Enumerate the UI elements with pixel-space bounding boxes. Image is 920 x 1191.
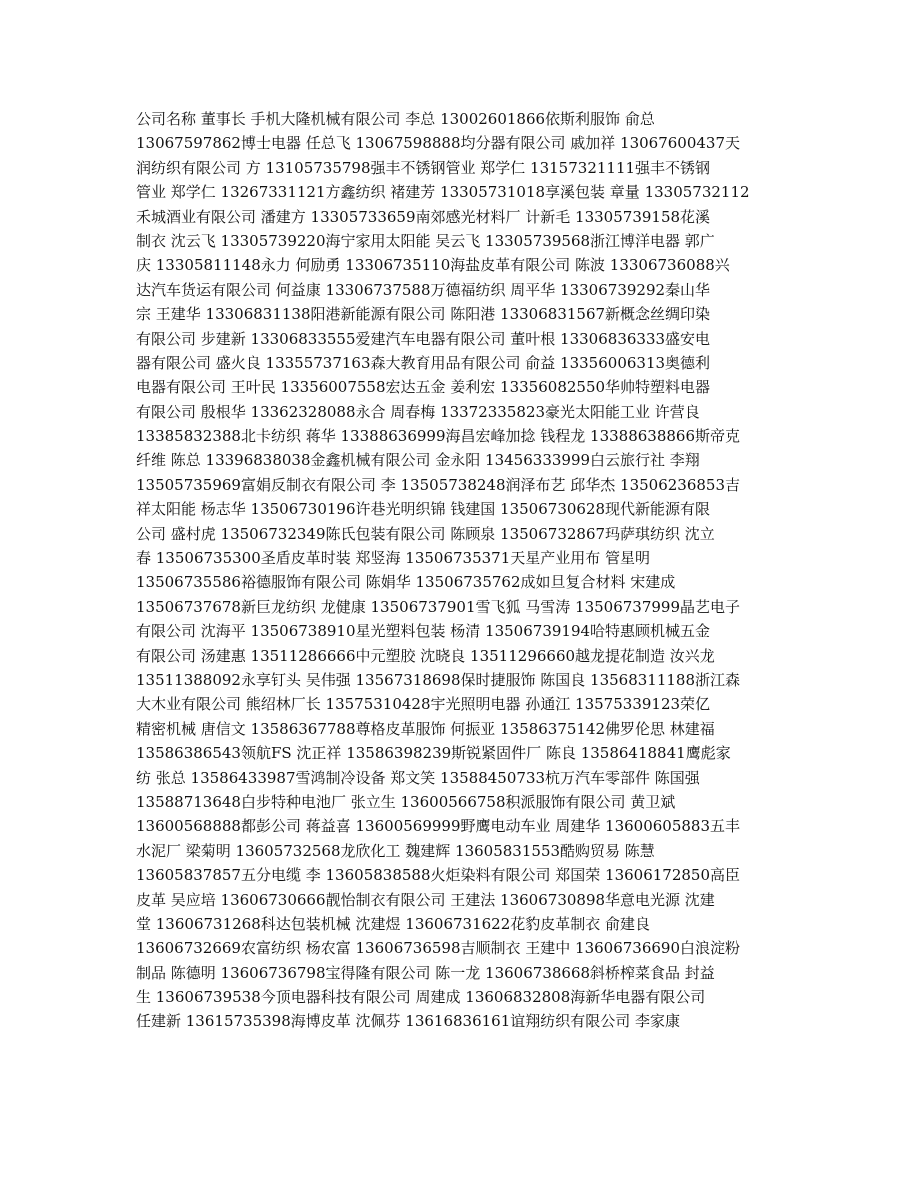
text-line-27: 13586386543领航FS 沈正祥 13586398239斯锐紧固件厂 陈良 13586418841鹰彪家 (136, 744, 731, 763)
text-line-28: 纺 张总 13586433987雪鸿制冷设备 郑文笑 13588450733杭万汽车零部件 陈国强 (136, 768, 700, 787)
text-line-29: 13588713648白步特种电池厂 张立生 13600566758积派服饰有限公司 黄卫斌 (136, 792, 676, 811)
text-line-9: 宗 王建华 13306831138阳港新能源有限公司 陈阳港 13306831567新概念丝绸印染 (136, 305, 711, 324)
text-line-34: 堂 13606731268科达包装机械 沈建煜 13606731622花豹皮革制衣 俞建良 (136, 914, 651, 933)
text-line-10: 有限公司 步建新 13306833555爱建汽车电器有限公司 董叶根 13306836333盛安电 (136, 329, 711, 348)
text-line-20: 13506735586裕德服饰有限公司 陈娟华 13506735762成如旦复合材料 宋建成 (136, 573, 676, 592)
text-line-19: 春 13506735300圣盾皮革时装 郑竖海 13506735371天星产业用布 管星明 (136, 549, 651, 568)
text-line-25: 大木业有限公司 熊绍林厂长 13575310428宇光照明电器 孙通江 13575339123荣亿 (136, 695, 711, 714)
text-line-6: 制衣 沈云飞 13305739220海宁家用太阳能 吴云飞 13305739568浙江博洋电器 郭广 (136, 231, 715, 250)
text-line-4: 管业 郑学仁 13267331121方鑫纺织 褚建芳 13305731018享溪包装 章量 13305732112 (136, 183, 750, 202)
text-line-13: 有限公司 殷根华 13362328088永合 周春梅 13372335823豪光太阳能工业 许营良 (136, 402, 700, 421)
text-line-26: 精密机械 唐信文 13586367788尊格皮革服饰 何振亚 13586375142佛罗伦思 林建福 (136, 719, 715, 738)
text-line-23: 有限公司 汤建惠 13511286666中元塑胶 沈晓良 13511296660越龙提花制造 汝兴龙 (136, 646, 715, 665)
text-line-2: 13067597862博士电器 任总飞 13067598888均分器有限公司 戚加祥 13067600437天 (136, 134, 741, 153)
text-line-21: 13506737678新巨龙纺织 龙健康 13506737901雪飞狐 马雪涛 13506737999晶艺电子 (136, 597, 741, 616)
text-line-38: 任建新 13615735398海博皮革 沈佩芬 13616836161谊翔纺织有限公司 李家康 (136, 1012, 681, 1031)
text-line-35: 13606732669农富纺织 杨农富 13606736598吉顺制衣 王建中 13606736690白浪淀粉 (136, 939, 741, 958)
text-line-14: 13385832388北卡纺织 蒋华 13388636999海昌宏峰加捻 钱程龙 13388638866斯帝克 (136, 427, 741, 446)
text-line-22: 有限公司 沈海平 13506738910星光塑料包装 杨清 13506739194哈特惠顾机械五金 (136, 622, 711, 641)
text-line-32: 13605837857五分电缆 李 13605838588火炬染料有限公司 郑国荣 13606172850高臣 (136, 866, 741, 885)
text-line-12: 电器有限公司 王叶民 13356007558宏达五金 姜利宏 13356082550华帅特塑料电器 (136, 378, 711, 397)
text-line-33: 皮革 吴应培 13606730666靓怡制衣有限公司 王建法 13606730898华意电光源 沈建 (136, 890, 715, 909)
text-line-16: 13505735969富娟反制衣有限公司 李 13505738248润泽布艺 邱华杰 13506236853吉 (136, 475, 741, 494)
text-line-31: 水泥厂 梁菊明 13605732568龙欣化工 魏建辉 13605831553酷购贸易 陈慧 (136, 841, 655, 860)
text-line-37: 生 13606739538今顶电器科技有限公司 周建成 13606832808海新华电器有限公司 (136, 988, 706, 1007)
text-line-17: 祥太阳能 杨志华 13506730196许巷光明织锦 钱建国 13506730628现代新能源有限 (136, 500, 711, 519)
text-line-24: 13511388092永享钉头 吴伟强 13567318698保时捷服饰 陈国良 13568311188浙江森 (136, 670, 741, 689)
text-line-11: 器有限公司 盛火良 13355737163森大教育用品有限公司 俞益 13356006313奥德利 (136, 353, 711, 372)
text-line-30: 13600568888都彭公司 蒋益喜 13600569999野鹰电动车业 周建华 13600605883五丰 (136, 817, 741, 836)
text-line-8: 达汽车货运有限公司 何益康 13306737588万德福纺织 周平华 13306739292秦山华 (136, 280, 711, 299)
text-line-1: 公司名称 董事长 手机大隆机械有限公司 李总 13002601866依斯利服饰 俞总 (136, 110, 655, 128)
text-line-7: 庆 13305811148永力 何励勇 13306735110海盐皮革有限公司 陈波 13306736088兴 (136, 256, 730, 275)
text-line-36: 制品 陈德明 13606736798宝得隆有限公司 陈一龙 13606738668斜桥榨菜食品 封益 (136, 963, 715, 982)
text-line-18: 公司 盛村虎 13506732349陈氏包装有限公司 陈顾泉 13506732867玛萨琪纺织 沈立 (136, 524, 715, 543)
text-line-5: 禾城酒业有限公司 潘建方 13305733659南郊感光材料厂 计新毛 13305739158花溪 (136, 207, 711, 226)
document-page (136, 107, 796, 1034)
text-line-15: 纤维 陈总 13396838038金鑫机械有限公司 金永阳 13456333999白云旅行社 李翔 (136, 451, 700, 470)
text-line-3: 润纺织有限公司 方 13105735798强丰不锈钢管业 郑学仁 13157321111强丰不锈钢 (136, 158, 711, 177)
